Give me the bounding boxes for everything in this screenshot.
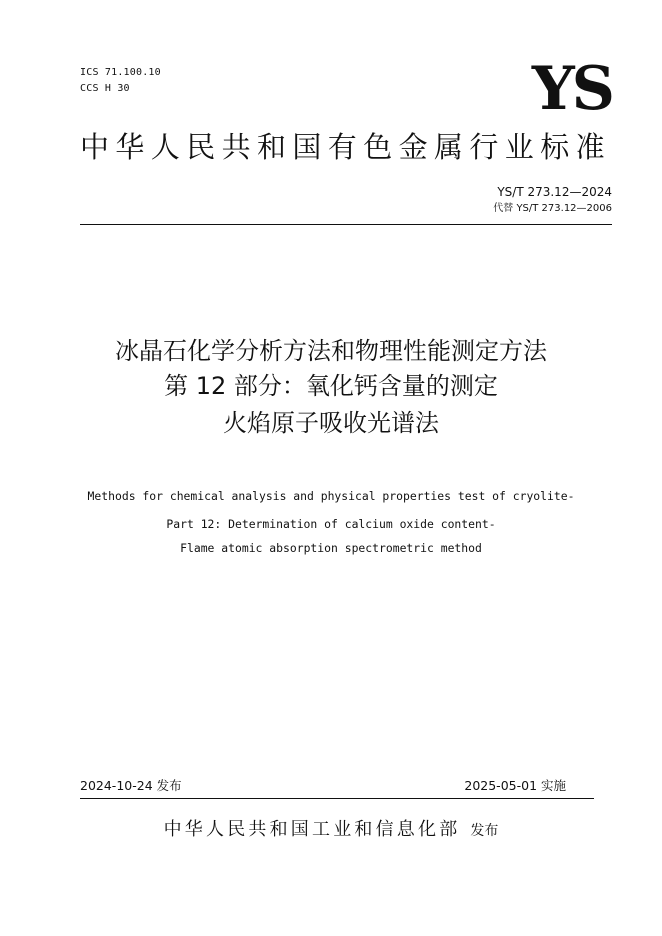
issuer-name: 中华人民共和国工业和信息化部 xyxy=(163,819,461,840)
cn-title-line-3: 火焰原子吸收光谱法 xyxy=(223,409,439,437)
replaced-standard: 代替 YS/T 273.12—2006 xyxy=(493,203,612,214)
ics-code: ICS 71.100.10 xyxy=(80,67,161,78)
ccs-code: CCS H 30 xyxy=(80,83,130,94)
issuer-block xyxy=(0,817,662,844)
cn-title-line-2: 第 12 部分：氧化钙含量的测定 xyxy=(164,372,498,400)
header-divider xyxy=(80,224,612,225)
standard-number: YS/T 273.12—2024 xyxy=(497,185,612,199)
en-title-line-2: Part 12: Determination of calcium oxide content- xyxy=(166,517,496,531)
footer-divider xyxy=(80,798,594,799)
ys-logo: YS xyxy=(531,54,612,124)
cn-title-line-1: 冰晶石化学分析方法和物理性能测定方法 xyxy=(115,337,547,365)
en-title-line-3: Flame atomic absorption spectrometric method xyxy=(180,541,482,555)
issuer-suffix: 发布 xyxy=(470,823,499,839)
standard-category-title: 中华人民共和国有色金属行业标准 xyxy=(80,130,612,164)
implementation-date: 2025-05-01 实施 xyxy=(464,778,566,793)
issue-date: 2024-10-24 发布 xyxy=(80,778,182,793)
en-title-line-1: Methods for chemical analysis and physical properties test of cryolite- xyxy=(87,489,575,503)
